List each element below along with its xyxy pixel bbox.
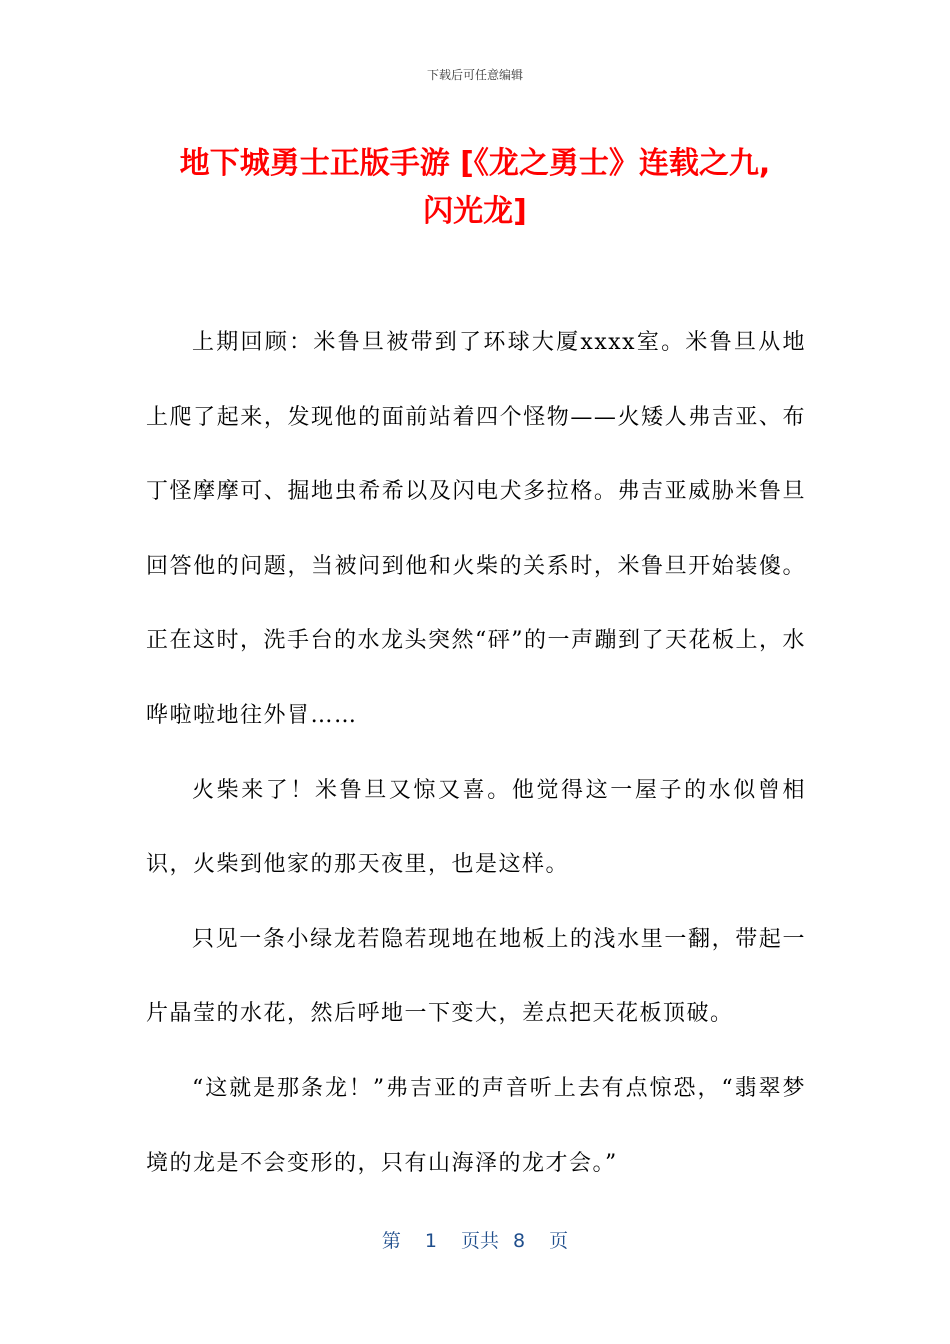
title-line-2: 闪光龙] [423,194,527,229]
footer-suffix: 页 [549,1230,569,1252]
footer-total-pages: 8 [513,1230,526,1252]
header-note: 下载后可任意编辑 [426,68,523,82]
page-footer [0,1226,950,1253]
footer-prefix: 第 [381,1230,401,1252]
title-line-1: 地下城勇士正版手游 [《龙之勇士》连载之九, [179,146,771,181]
paragraph-1: 上期回顾：米鲁旦被带到了环球大厦xxxx室。米鲁旦从地上爬了起来，发现他的面前站着四个怪物——火矮人弗吉亚、布丁怪摩摩可、掘地虫希希以及闪电犬多拉格。弗吉亚威胁米鲁旦回答他的问题，当被问到他和火柴的关系时，米鲁旦开始装傻。正在这时，洗手台的水龙头突然“砰”的一声蹦到了天花板上，水哗啦啦地往外冒…… [146,330,806,728]
footer-current-page: 1 [424,1230,437,1252]
paragraph-4: “这就是那条龙！”弗吉亚的声音听上去有点惊恐，“翡翠梦境的龙是不会变形的，只有山海泽的龙才会。” [146,1075,806,1176]
footer-middle: 页共 [460,1230,499,1252]
paragraph-2: 火柴来了！米鲁旦又惊又喜。他觉得这一屋子的水似曾相识，火柴到他家的那天夜里，也是这样。 [146,777,806,878]
document-body [146,306,806,1201]
document-title [120,140,830,236]
paragraph-3: 只见一条小绿龙若隐若现地在地板上的浅水里一翻，带起一片晶莹的水花，然后呼地一下变大，差点把天花板顶破。 [146,926,806,1027]
